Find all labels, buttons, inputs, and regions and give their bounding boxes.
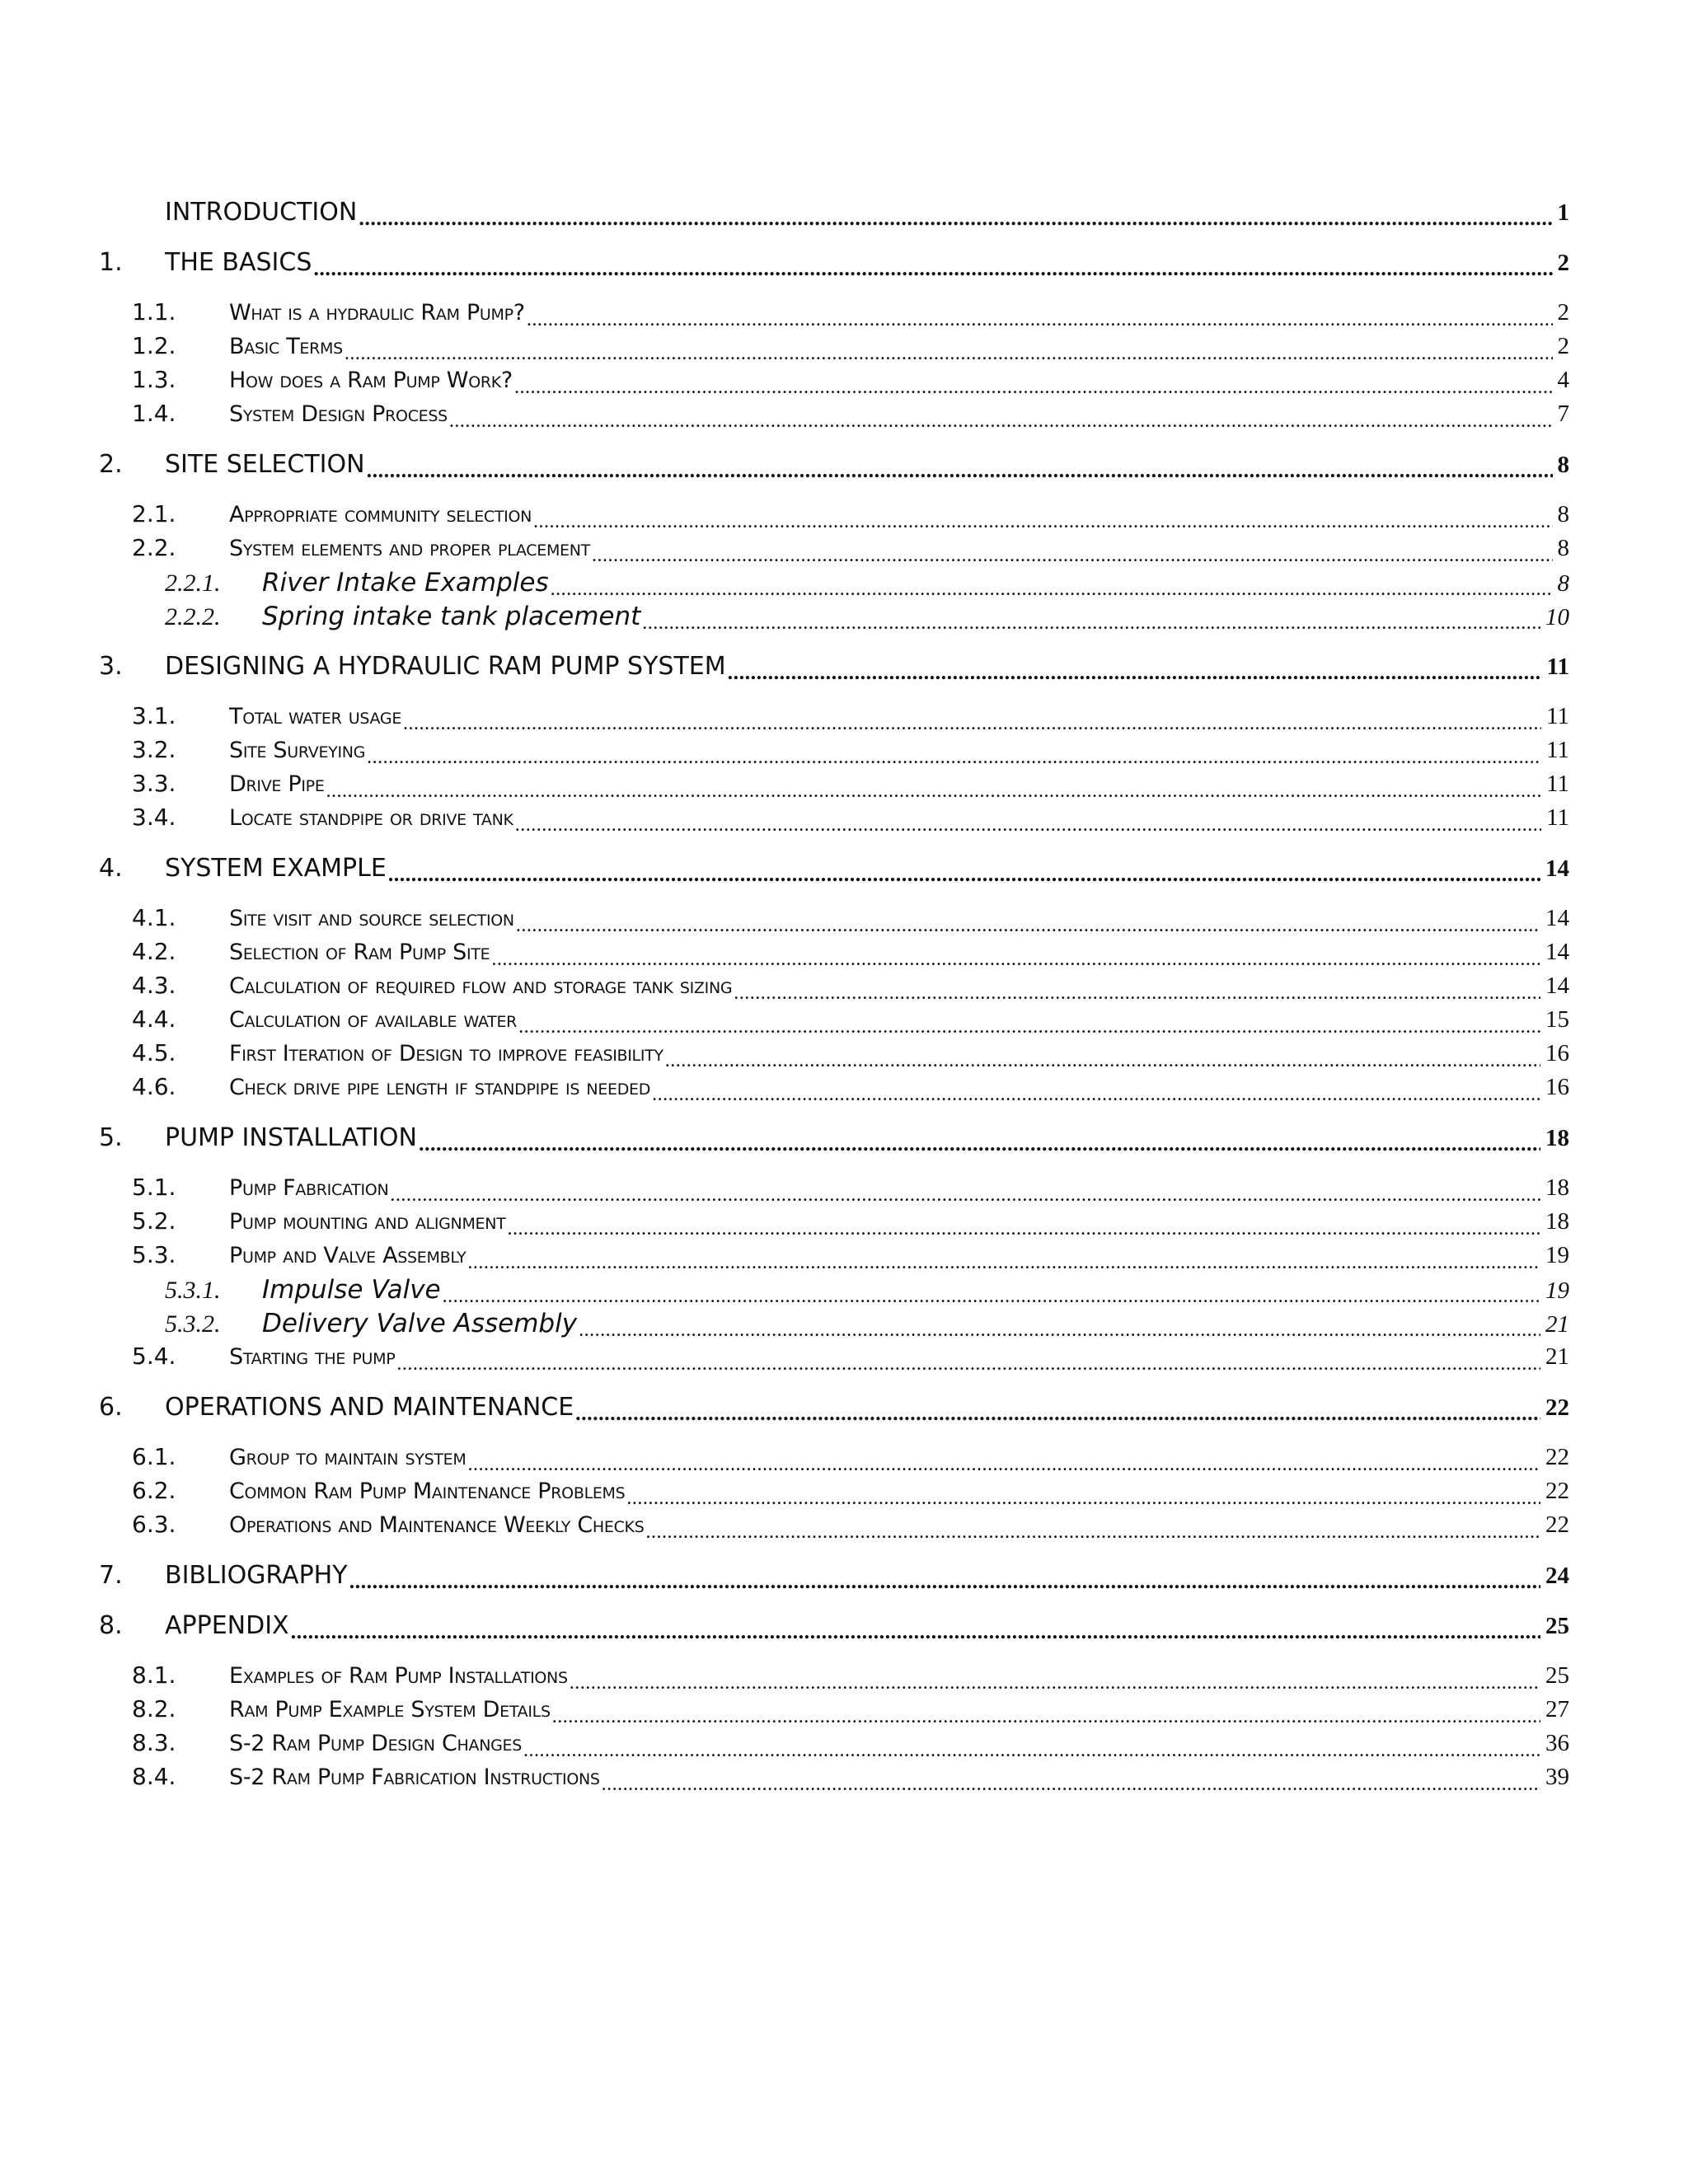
dot-leader [359, 210, 1552, 232]
dot-leader [467, 1457, 1540, 1477]
toc-entry-page: 16 [1542, 1040, 1569, 1067]
toc-entry[interactable] [99, 972, 1569, 1005]
dot-leader [390, 1188, 1540, 1207]
toc-entry-title: Check drive pipe length if standpipe is needed [229, 1075, 651, 1100]
toc-entry-title: Selection of Ram Pump Site [229, 940, 490, 965]
dot-leader [491, 952, 1540, 972]
toc-entry-title: Appropriate community selection [229, 502, 532, 527]
toc-entry-number: 4.5. [99, 1039, 229, 1066]
toc-entry-number: 5. [99, 1123, 165, 1152]
toc-entry[interactable] [99, 1729, 1569, 1763]
dot-leader [734, 986, 1540, 1005]
toc-entry-title: S-2 Ram Pump Design Changes [229, 1731, 523, 1756]
toc-entry[interactable] [99, 534, 1569, 568]
toc-entry-title: How does a Ram Pump Work? [229, 368, 513, 393]
toc-entry-page: 36 [1542, 1730, 1569, 1757]
toc-entry[interactable] [99, 904, 1569, 938]
toc-entry[interactable] [99, 1443, 1569, 1477]
dot-leader [728, 664, 1542, 686]
toc-entry-title: Calculation of available water [229, 1007, 518, 1033]
toc-entry[interactable] [99, 1763, 1569, 1797]
toc-entry-number: 8.1. [99, 1661, 229, 1689]
toc-entry-number: 6.1. [99, 1443, 229, 1470]
toc-entry-number: 2.2.2. [99, 603, 262, 631]
dot-leader [575, 1405, 1540, 1427]
toc-entry-number: 5.3. [99, 1241, 229, 1268]
toc-entry[interactable] [99, 1343, 1569, 1376]
dot-leader [349, 1573, 1540, 1595]
toc-entry-title: River Intake Examples [262, 568, 549, 598]
toc-entry-title: Locate standpipe or drive tank [229, 805, 513, 831]
toc-entry-page: 4 [1554, 367, 1570, 394]
toc-entry[interactable] [99, 770, 1569, 804]
toc-entry-number: 8.3. [99, 1729, 229, 1756]
toc-entry-title: Calculation of required flow and storage tank sizing [229, 973, 733, 999]
dot-leader [367, 750, 1541, 770]
dot-leader [552, 1709, 1540, 1729]
toc-entry-number: 8.4. [99, 1763, 229, 1790]
dot-leader [467, 1255, 1540, 1275]
dot-leader [367, 462, 1553, 484]
toc-entry-number: 5.3.1. [99, 1277, 262, 1305]
toc-entry-number: 3. [99, 652, 165, 681]
toc-entry-number: 1. [99, 248, 165, 277]
toc-entry-number: 6.2. [99, 1477, 229, 1504]
dot-leader [642, 616, 1540, 635]
dot-leader [396, 1357, 1540, 1376]
toc-entry-title: Impulse Valve [262, 1275, 441, 1305]
toc-entry-title: Total water usage [229, 704, 402, 729]
dot-leader [665, 1053, 1540, 1073]
toc-entry-title: Spring intake tank placement [262, 602, 641, 631]
toc-entry-title: Pump Fabrication [229, 1175, 389, 1201]
toc-entry-page: 18 [1542, 1208, 1569, 1235]
toc-entry-number: 4.1. [99, 904, 229, 931]
toc-entry-number: 2.2.1. [99, 569, 262, 598]
toc-entry[interactable] [99, 1039, 1569, 1073]
dot-leader [533, 514, 1552, 534]
toc-entry-page: 10 [1542, 604, 1569, 631]
toc-entry-title: Operations and Maintenance Weekly Checks [229, 1512, 645, 1538]
toc-entry-page: 14 [1542, 905, 1569, 932]
toc-entry-page: 8 [1554, 570, 1570, 598]
dot-leader [645, 1525, 1540, 1544]
toc-entry-page: 1 [1554, 199, 1570, 227]
toc-entry-title: INTRODUCTION [165, 198, 358, 227]
toc-entry-number: 8.2. [99, 1695, 229, 1722]
toc-entry-page: 21 [1542, 1311, 1569, 1338]
toc-entry-title: What is a hydraulic Ram Pump? [229, 300, 525, 326]
toc-entry-title: SYSTEM EXAMPLE [165, 854, 387, 883]
toc-entry-page: 24 [1542, 1563, 1569, 1590]
dot-leader [443, 1289, 1540, 1309]
toc-entry[interactable] [99, 1661, 1569, 1695]
toc-entry[interactable] [99, 1477, 1569, 1511]
toc-entry[interactable] [99, 1005, 1569, 1039]
toc-entry-title: Delivery Valve Assembly [262, 1309, 578, 1338]
toc-entry-page: 11 [1543, 771, 1569, 798]
toc-entry[interactable] [99, 854, 1569, 888]
toc-entry[interactable] [99, 1309, 1569, 1343]
toc-entry-title: Basic Terms [229, 334, 343, 359]
toc-entry[interactable] [99, 652, 1569, 686]
dot-leader [514, 380, 1553, 400]
toc-entry-number: 3.4. [99, 804, 229, 831]
toc-entry[interactable] [99, 248, 1569, 282]
toc-entry-number: 2.2. [99, 534, 229, 561]
toc-entry-number: 3.3. [99, 770, 229, 797]
toc-entry-page: 22 [1542, 1511, 1569, 1539]
toc-entry-number: 1.1. [99, 298, 229, 326]
toc-entry-page: 2 [1554, 250, 1570, 277]
dot-leader [345, 346, 1553, 366]
toc-entry-number: 1.4. [99, 400, 229, 427]
dot-leader [523, 1743, 1540, 1763]
dot-leader [626, 1491, 1540, 1511]
dot-leader [570, 1675, 1540, 1695]
toc-entry-page: 11 [1544, 654, 1569, 681]
toc-entry-title: System Design Process [229, 401, 448, 427]
toc-entry[interactable] [99, 332, 1569, 366]
dot-leader [518, 1019, 1540, 1039]
table-of-contents [99, 198, 1569, 1797]
toc-entry-number: 4.4. [99, 1005, 229, 1033]
toc-entry-title: Common Ram Pump Maintenance Problems [229, 1479, 626, 1504]
dot-leader [403, 716, 1541, 736]
dot-leader [507, 1221, 1540, 1241]
dot-leader [602, 1777, 1540, 1797]
toc-entry[interactable] [99, 366, 1569, 400]
toc-entry-page: 25 [1542, 1613, 1569, 1640]
dot-leader [419, 1136, 1540, 1157]
toc-entry-number: 1.2. [99, 332, 229, 359]
toc-entry[interactable] [99, 450, 1569, 484]
toc-entry[interactable] [99, 1695, 1569, 1729]
toc-entry[interactable] [99, 1611, 1569, 1645]
toc-entry-title: First Iteration of Design to improve feasibility [229, 1041, 663, 1066]
toc-entry[interactable] [99, 1511, 1569, 1544]
toc-entry-page: 14 [1542, 939, 1569, 966]
toc-entry-number: 6. [99, 1393, 165, 1422]
toc-entry-page: 11 [1543, 804, 1569, 832]
toc-entry-page: 2 [1554, 299, 1570, 326]
dot-leader [652, 1087, 1540, 1107]
toc-entry-number: 5.1. [99, 1174, 229, 1201]
toc-entry-page: 22 [1542, 1478, 1569, 1505]
toc-entry[interactable] [99, 1207, 1569, 1241]
dot-leader [313, 260, 1552, 282]
toc-entry-title: SITE SELECTION [165, 450, 365, 479]
toc-entry[interactable] [99, 1174, 1569, 1207]
toc-entry[interactable] [99, 298, 1569, 332]
toc-entry-page: 19 [1542, 1242, 1569, 1269]
toc-entry-page: 8 [1554, 501, 1570, 528]
toc-entry-title: DESIGNING A HYDRAULIC RAM PUMP SYSTEM [165, 652, 726, 681]
toc-entry-page: 11 [1543, 737, 1569, 764]
toc-entry-page: 14 [1542, 972, 1569, 1000]
toc-entry-number: 7. [99, 1561, 165, 1590]
dot-leader [579, 1323, 1540, 1343]
toc-entry-title: Pump and Valve Assembly [229, 1243, 467, 1268]
toc-entry-number: 4.2. [99, 938, 229, 965]
dot-leader [515, 818, 1541, 837]
toc-entry-number: 5.2. [99, 1207, 229, 1235]
toc-entry-page: 22 [1542, 1394, 1569, 1422]
toc-entry-page: 14 [1542, 855, 1569, 883]
toc-entry-number: 5.4. [99, 1343, 229, 1370]
toc-entry[interactable] [99, 1241, 1569, 1275]
toc-entry-page: 7 [1554, 401, 1570, 428]
toc-entry[interactable] [99, 602, 1569, 635]
toc-entry-page: 16 [1542, 1074, 1569, 1101]
toc-entry-number: 8. [99, 1611, 165, 1640]
toc-entry-page: 25 [1542, 1662, 1569, 1690]
toc-entry[interactable] [99, 198, 1569, 232]
toc-entry-page: 18 [1542, 1125, 1569, 1152]
toc-entry-page: 27 [1542, 1696, 1569, 1723]
toc-entry-number: 4.3. [99, 972, 229, 999]
dot-leader [516, 918, 1540, 938]
toc-entry-title: Site Surveying [229, 738, 366, 763]
toc-entry-number: 1.3. [99, 366, 229, 393]
toc-entry-page: 22 [1542, 1444, 1569, 1471]
dot-leader [527, 312, 1553, 332]
toc-entry-title: System elements and proper placement [229, 536, 590, 561]
toc-entry-title: OPERATIONS AND MAINTENANCE [165, 1393, 574, 1422]
toc-entry-number: 6.3. [99, 1511, 229, 1538]
toc-entry[interactable] [99, 568, 1569, 602]
toc-entry[interactable] [99, 736, 1569, 770]
toc-entry-title: Site visit and source selection [229, 906, 514, 931]
toc-entry[interactable] [99, 1393, 1569, 1427]
toc-entry-page: 39 [1542, 1764, 1569, 1791]
dot-leader [551, 582, 1553, 602]
dot-leader [449, 414, 1553, 434]
toc-entry-number: 3.1. [99, 702, 229, 729]
toc-entry[interactable] [99, 400, 1569, 434]
dot-leader [388, 866, 1540, 888]
toc-entry-title: Pump mounting and alignment [229, 1209, 506, 1235]
toc-entry[interactable] [99, 1561, 1569, 1595]
toc-entry[interactable] [99, 500, 1569, 534]
toc-entry-page: 21 [1542, 1343, 1569, 1371]
toc-entry[interactable] [99, 1123, 1569, 1157]
toc-entry-title: Group to maintain system [229, 1445, 467, 1470]
toc-entry-title: PUMP INSTALLATION [165, 1123, 417, 1152]
toc-entry[interactable] [99, 702, 1569, 736]
toc-entry-page: 2 [1554, 333, 1570, 360]
toc-entry-number: 3.2. [99, 736, 229, 763]
dot-leader [326, 784, 1542, 804]
toc-entry-title: Starting the pump [229, 1344, 396, 1370]
toc-entry-title: Drive Pipe [229, 771, 325, 797]
toc-entry-title: S-2 Ram Pump Fabrication Instructions [229, 1765, 600, 1790]
toc-entry-page: 8 [1554, 535, 1570, 562]
toc-entry[interactable] [99, 1073, 1569, 1107]
toc-entry-title: THE BASICS [165, 248, 312, 277]
toc-entry-title: BIBLIOGRAPHY [165, 1561, 348, 1590]
toc-entry-number: 4. [99, 854, 165, 883]
dot-leader [291, 1624, 1540, 1645]
toc-entry-number: 2. [99, 450, 165, 479]
toc-entry-page: 15 [1542, 1006, 1569, 1033]
toc-entry[interactable] [99, 938, 1569, 972]
toc-entry-title: APPENDIX [165, 1611, 289, 1640]
toc-entry-page: 19 [1542, 1277, 1569, 1305]
toc-entry[interactable] [99, 1275, 1569, 1309]
dot-leader [592, 548, 1553, 568]
toc-entry-number: 2.1. [99, 500, 229, 527]
toc-entry-number: 4.6. [99, 1073, 229, 1100]
toc-entry-page: 18 [1542, 1174, 1569, 1202]
toc-entry-title: Ram Pump Example System Details [229, 1697, 551, 1722]
toc-entry[interactable] [99, 804, 1569, 837]
toc-entry-page: 11 [1543, 703, 1569, 730]
toc-entry-title: Examples of Ram Pump Installations [229, 1663, 568, 1689]
toc-entry-number: 5.3.2. [99, 1310, 262, 1338]
toc-entry-page: 8 [1554, 452, 1570, 479]
